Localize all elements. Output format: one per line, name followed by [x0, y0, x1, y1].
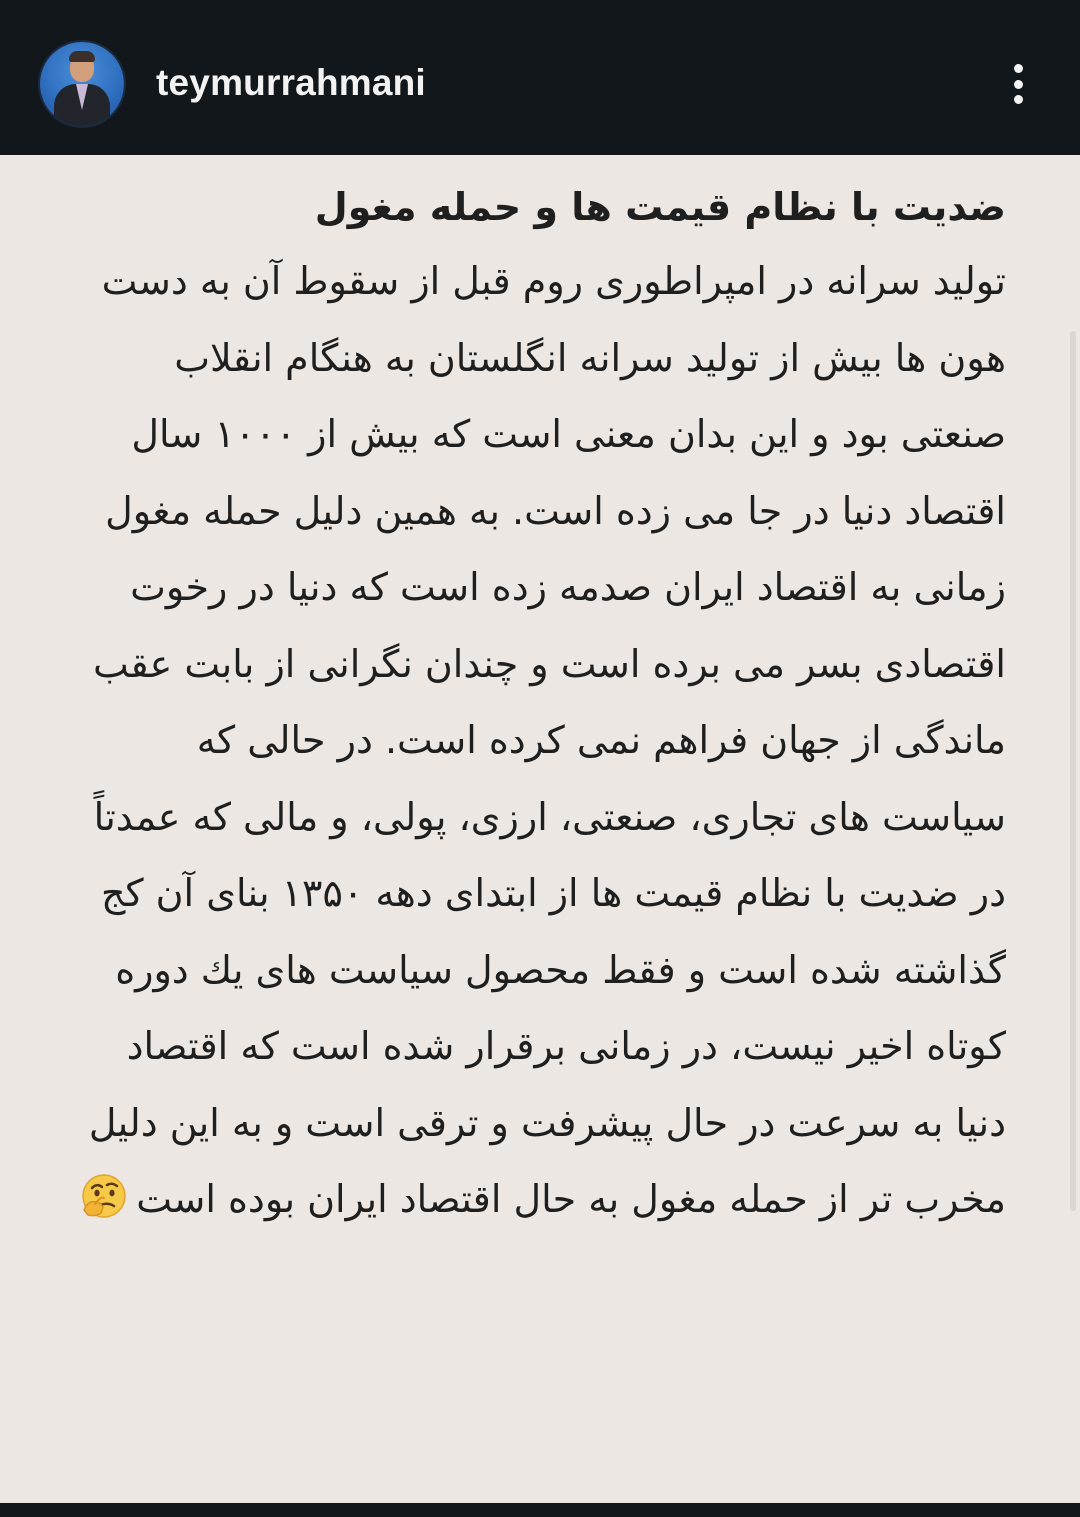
username[interactable]: teymurrahmani — [156, 62, 426, 103]
avatar-hair — [69, 51, 95, 62]
menu-dot — [1014, 80, 1023, 89]
post-header — [0, 0, 1080, 155]
thinking-face-emoji — [78, 1172, 128, 1222]
post-text-block — [66, 175, 1006, 1238]
post-body — [66, 243, 1006, 1238]
post-body-text: تولید سرانه در امپراطوری روم قبل از سقوط آن به دست هون ها بیش از تولید سرانه انگلستان به هنگام انقلاب صنعتی بود و این بدان معنی است که بیش از ۱۰۰۰ سال اقتصاد دنیا در جا می زده است. به همین دلیل حمله مغول زمانی به اقتصاد ایران صدمه زده است که دنیا در رخوت اقتصادی بسر می برده است و چندان نگرانی از بابت عقب ماندگی از جهان فراهم نمی کرده است. در حالی که سیاست های تجاری، صنعتی، ارزی، پولی، و مالی که عمدتاً در ضدیت با نظام قیمت ها از ابتدای دهه ۱۳۵۰ بنای آن کج گذاشته شده است و فقط محصول سیاست های یك دوره کوتاه اخیر نیست، در زمانی برقرار شده است که اقتصاد دنیا به سرعت در حال پیشرفت و ترقی است و به این دلیل مخرب تر از حمله مغول به حال اقتصاد ایران بوده است — [88, 259, 1006, 1221]
menu-dot — [1014, 95, 1023, 104]
profile-avatar[interactable] — [40, 42, 124, 126]
post-title: ضدیت با نظام قیمت ها و حمله مغول — [314, 185, 1006, 229]
more-vertical-icon[interactable] — [998, 58, 1038, 110]
post-content — [0, 155, 1080, 1503]
bottom-bar — [0, 1503, 1080, 1517]
menu-dot — [1014, 64, 1023, 73]
scrollbar[interactable] — [1070, 331, 1076, 1211]
